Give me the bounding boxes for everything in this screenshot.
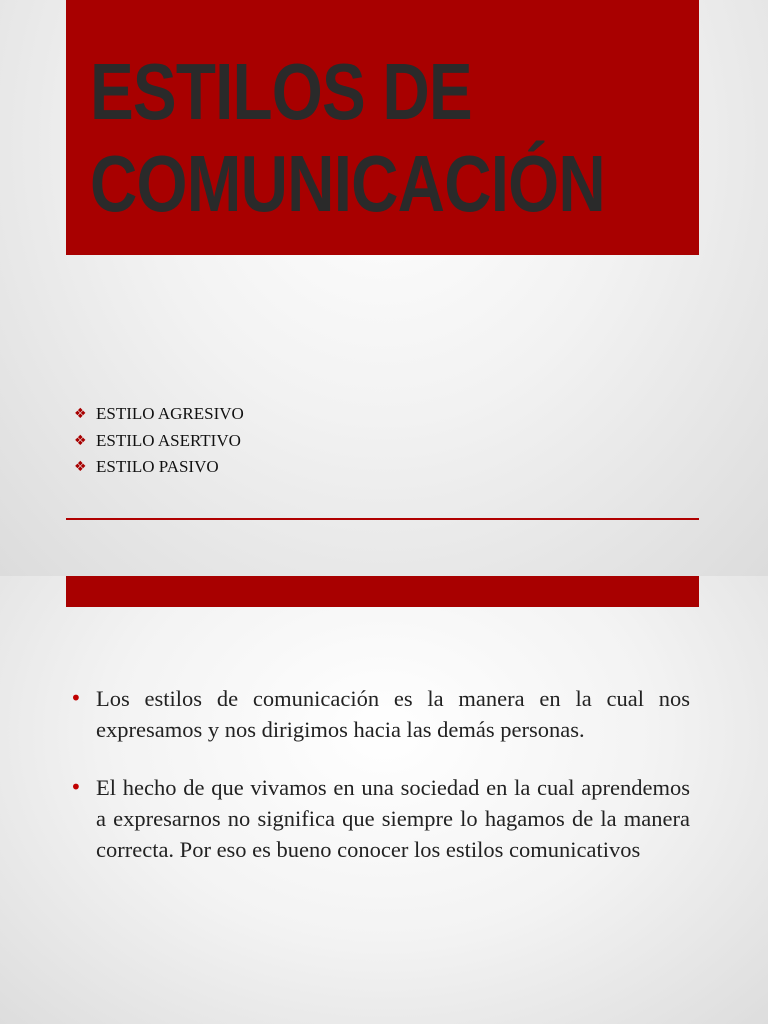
title-line-1: ESTILOS DE [90,47,472,136]
title-line-2: COMUNICACIÓN [90,139,605,228]
divider-line [66,518,699,520]
paragraph [70,683,690,745]
slide-title [90,46,605,230]
diamond-bullet-icon: ❖ [74,432,87,449]
slide-2 [0,576,768,1024]
bullet-dot-icon: • [70,686,82,710]
diamond-bullet-icon: ❖ [74,459,87,476]
list-item [74,428,244,455]
paragraph [70,772,690,865]
bullet-dot-icon: • [70,775,82,799]
list-item-label: ESTILO ASERTIVO [96,430,241,450]
list-item-label: ESTILO PASIVO [96,457,219,477]
header-red-bar [66,576,699,607]
paragraph-text: Los estilos de comunicación es la manera en la cual nos expresamos y nos dirigimos hacia las demás personas. [96,686,690,742]
diamond-bullet-icon: ❖ [74,406,87,423]
list-item [74,454,244,481]
list-item [74,401,244,428]
styles-list [74,401,244,481]
paragraph-text: El hecho de que vivamos en una sociedad en la cual aprendemos a expresarnos no significa que siempre lo hagamos de la manera correcta. Por eso es bueno conocer los estilos comunicativos [96,775,690,862]
title-banner [66,0,699,255]
list-item-label: ESTILO AGRESIVO [96,404,244,424]
slide-content [70,683,690,892]
